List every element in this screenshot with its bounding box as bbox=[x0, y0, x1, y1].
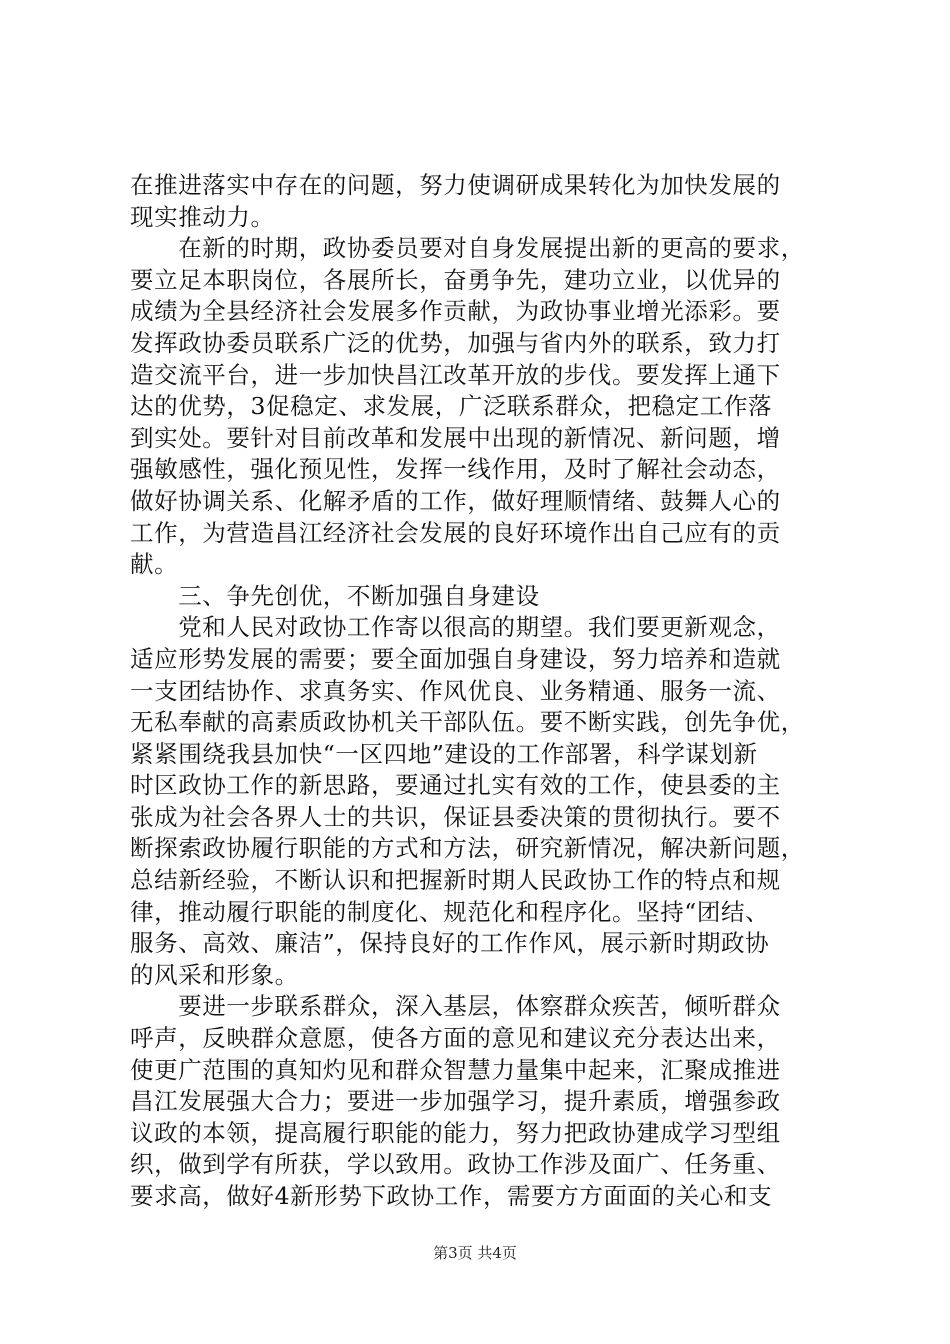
text-line: 昌江发展强大合力；要进一步加强学习，提升素质，增强参政 bbox=[130, 1087, 781, 1116]
text-line: 议政的本领，提高履行职能的能力，努力把政协建成学习型组 bbox=[130, 1118, 781, 1147]
text-line: 做好协调关系、化解矛盾的工作，做好理顺情绪、鼓舞人心的 bbox=[130, 486, 781, 515]
text-line: 现实推动力。 bbox=[130, 202, 275, 231]
text-line: 造交流平台，进一步加快昌江改革开放的步伐。要发挥上通下 bbox=[130, 360, 781, 389]
text-line: 要立足本职岗位，各展所长，奋勇争先，建功立业，以优异的 bbox=[130, 265, 781, 294]
text-line: 一支团结协作、求真务实、作风优良、业务精通、服务一流、 bbox=[130, 676, 781, 705]
text-line: 织，做到学有所获，学以致用。政协工作涉及面广、任务重、 bbox=[130, 1150, 781, 1179]
text-line: 工作，为营造昌江经济社会发展的良好环境作出自己应有的贡 bbox=[130, 518, 781, 547]
text-line: 紧紧围绕我县加快“一区四地”建设的工作部署，科学谋划新 bbox=[130, 739, 758, 768]
text-line: 时区政协工作的新思路，要通过扎实有效的工作，使县委的主 bbox=[130, 771, 781, 800]
text-line: 总结新经验，不断认识和把握新时期人民政协工作的特点和规 bbox=[130, 866, 781, 895]
text-line: 献。 bbox=[130, 550, 179, 579]
text-line: 要进一步联系群众，深入基层，体察群众疾苦，倾听群众 bbox=[130, 992, 781, 1021]
text-line: 到实处。要针对目前改革和发展中出现的新情况、新问题，增 bbox=[130, 423, 781, 452]
document-body bbox=[130, 170, 830, 1213]
page-footer: 第3页 共4页 bbox=[433, 1244, 517, 1262]
text-line: 的风采和形象。 bbox=[130, 960, 299, 989]
text-line: 要求高，做好4新形势下政协工作，需要方方面面的关心和支 bbox=[130, 1182, 773, 1210]
text-line: 党和人民对政协工作寄以很高的期望。我们要更新观念， bbox=[130, 613, 781, 642]
text-line: 在推进落实中存在的问题，努力使调研成果转化为加快发展的 bbox=[130, 171, 781, 199]
text-line: 强敏感性，强化预见性，发挥一线作用，及时了解社会动态， bbox=[130, 455, 781, 484]
text-line: 张成为社会各界人士的共识，保证县委决策的贯彻执行。要不 bbox=[130, 802, 781, 831]
text-line: 呼声，反映群众意愿，使各方面的意见和建议充分表达出来， bbox=[130, 1024, 781, 1053]
text-line: 三、争先创优，不断加强自身建设 bbox=[130, 581, 540, 610]
text-line: 服务、高效、廉洁”，保持良好的工作作风，展示新时期政协 bbox=[130, 929, 770, 958]
text-line: 适应形势发展的需要；要全面加强自身建设，努力培养和造就 bbox=[130, 644, 781, 673]
text-line: 成绩为全县经济社会发展多作贡献，为政协事业增光添彩。要 bbox=[130, 297, 781, 326]
text-line: 使更广范围的真知灼见和群众智慧力量集中起来，汇聚成推进 bbox=[130, 1055, 781, 1084]
text-line: 断探索政协履行职能的方式和方法，研究新情况，解决新问题， bbox=[130, 834, 805, 863]
text-line: 发挥政协委员联系广泛的优势，加强与省内外的联系，致力打 bbox=[130, 328, 781, 357]
text-line: 律，推动履行职能的制度化、规范化和程序化。坚持“团结、 bbox=[130, 897, 770, 926]
text-line: 在新的时期，政协委员要对自身发展提出新的更高的要求， bbox=[130, 234, 805, 263]
text-line: 无私奉献的高素质政协机关干部队伍。要不断实践，创先争优， bbox=[130, 708, 805, 737]
text-line: 达的优势，3促稳定、求发展，广泛联系群众，把稳定工作落 bbox=[130, 392, 773, 421]
